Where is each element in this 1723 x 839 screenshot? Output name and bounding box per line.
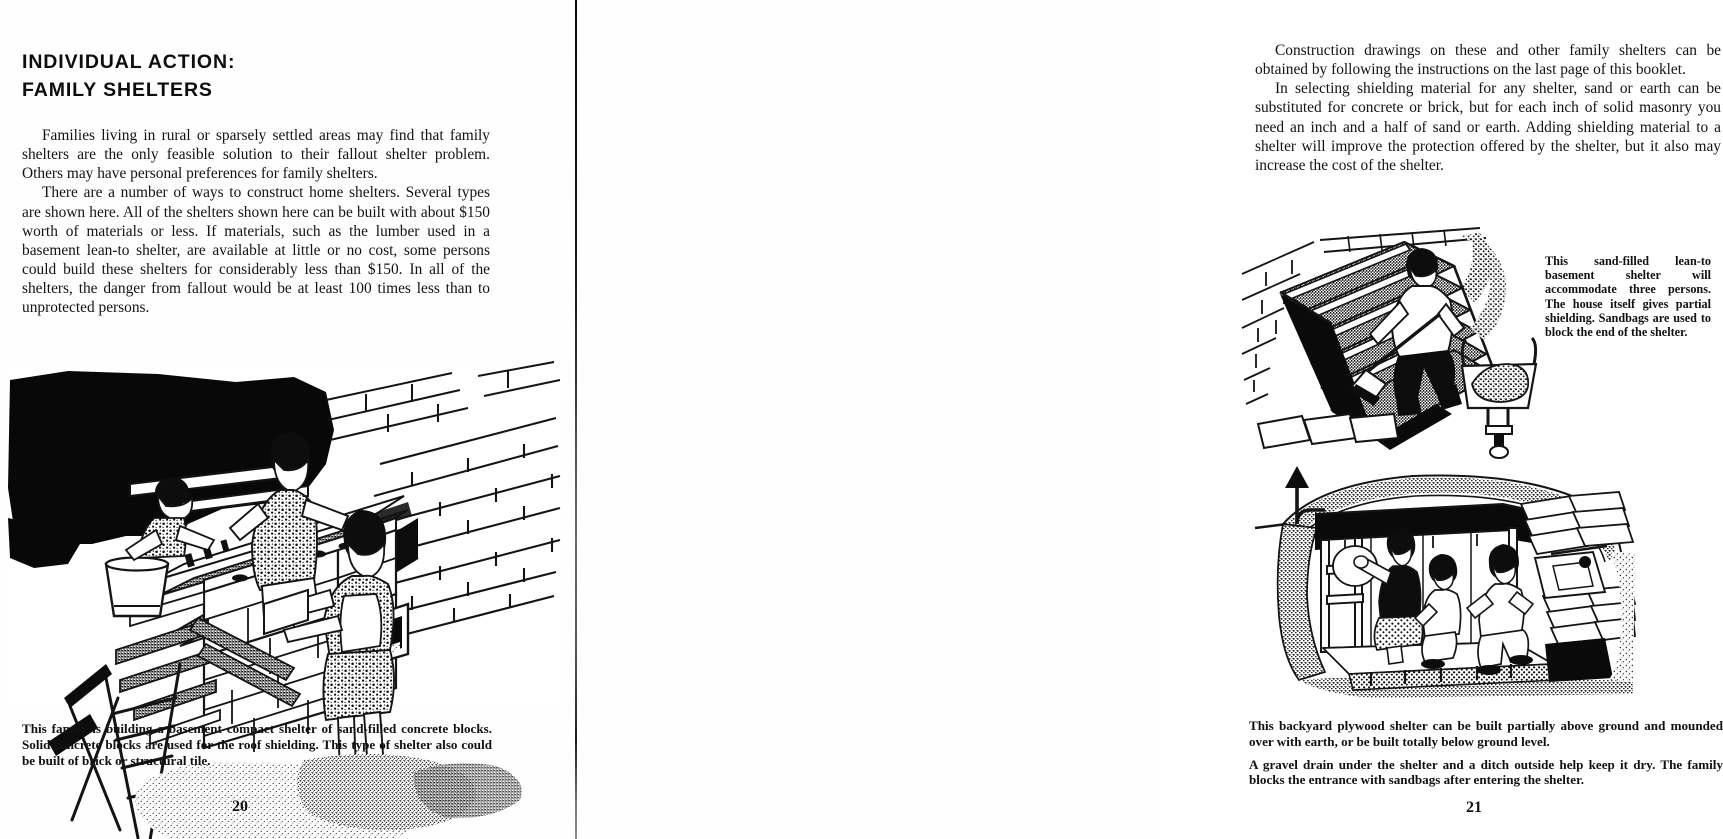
left-caption-text: This family is building a basement compact shelter of sand-filled concrete blocks. Solid concrete blocks are used for the roof shielding. This type of shelter also could be built of brick or structural tile. — [22, 721, 492, 768]
left-page — [0, 0, 575, 839]
left-paragraph-1: Families living in rural or sparsely settled areas may find that family shelters are the only feasible solution to their fallout shelter problem. Others may have personal preferences for family shelters. — [22, 127, 490, 183]
page-number-left: 20 — [232, 798, 248, 815]
backyard-figure-caption — [1249, 718, 1723, 788]
page-number-right: 21 — [1466, 799, 1482, 816]
basement-compact-shelter-illustration — [8, 368, 560, 708]
leanto-figure-caption — [1545, 254, 1711, 339]
left-body-text — [22, 126, 490, 318]
backyard-caption-text-2: A gravel drain under the shelter and a ditch outside help keep it dry. The family blocks the entrance with sandbags after entering the shelter. — [1249, 756, 1723, 788]
right-body-text — [1255, 41, 1721, 175]
backyard-caption-text-1: This backyard plywood shelter can be built partially above ground and mounded over with earth, or be built totally below ground level. — [1249, 718, 1723, 749]
right-paragraph-1: Construction drawings on these and other family shelters can be obtained by following the instructions on the last page of this booklet. — [1255, 42, 1721, 79]
leanto-caption-text: This sand-filled lean-to basement shelter will accommodate three persons. The house itself gives partial shielding. Sandbags are used to block the end of the shelter. — [1545, 254, 1711, 340]
sand-filled-lean-to-shelter-illustration — [1240, 228, 1540, 460]
right-page — [577, 0, 1723, 839]
left-figure-caption — [22, 721, 492, 768]
backyard-plywood-shelter-illustration — [1253, 466, 1635, 702]
page-title-line-1: INDIVIDUAL ACTION: — [22, 51, 236, 73]
page-title-line-2: FAMILY SHELTERS — [22, 79, 213, 101]
left-paragraph-2: There are a number of ways to construct home shelters. Several types are shown here. All of the shelters shown here can be built with about $150 worth of materials or less. If materials, such as the lumber used in a basement lean-to shelter, are available at little or no cost, some persons could build these shelters for considerably less than $150. In all of the shelters, the danger from fallout would be at least 100 times less than to unprotected persons. — [22, 184, 490, 317]
right-paragraph-2: In selecting shielding material for any shelter, sand or earth can be substituted for concrete or brick, but for each inch of solid masonry you need an inch and a half of sand or earth. Adding shielding material to a shelter will improve the protection offered by the shelter, but it also may increase the cost of the shelter. — [1255, 80, 1721, 174]
